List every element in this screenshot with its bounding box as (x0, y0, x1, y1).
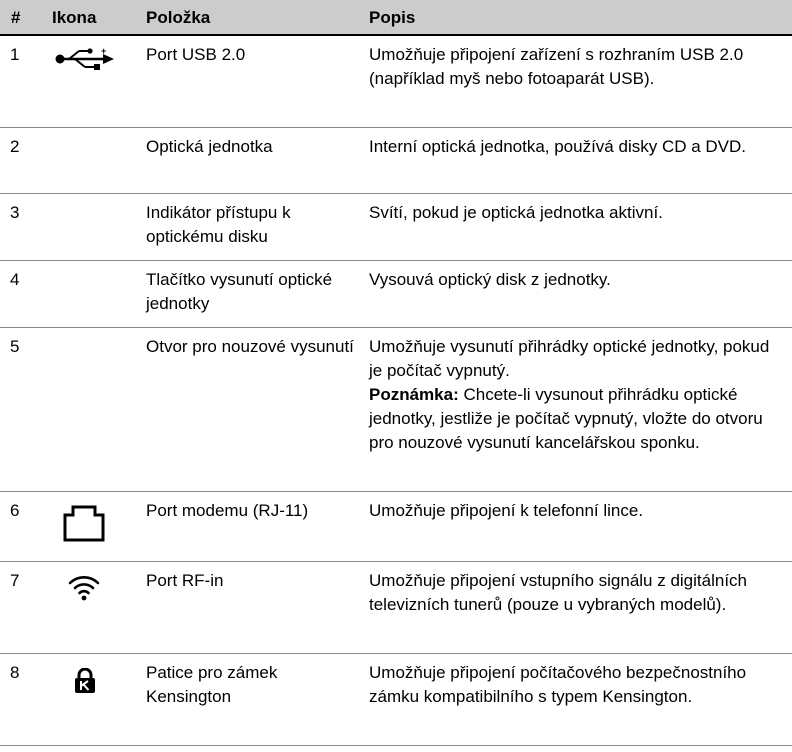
row-number: 6 (10, 501, 20, 520)
kensington-lock-icon (74, 668, 96, 694)
table-row (0, 128, 792, 194)
table-row (0, 562, 792, 654)
table-header (0, 0, 792, 36)
table-row (0, 654, 792, 746)
header-num: # (11, 8, 21, 27)
item-label: Tlačítko vysunutí optické jednotky (146, 270, 333, 313)
header-icon: Ikona (52, 8, 97, 27)
table-row (0, 36, 792, 128)
item-label: Optická jednotka (146, 137, 273, 156)
item-description: Umožňuje připojení zařízení s rozhraním USB 2.0 (například myš nebo fotoaparát USB). (369, 45, 744, 88)
item-label: Patice pro zámek Kensington (146, 663, 278, 706)
row-number: 1 (10, 45, 20, 64)
item-description: Svítí, pokud je optická jednotka aktivní. (369, 203, 663, 222)
rf-in-icon (67, 572, 101, 602)
row-number: 4 (10, 270, 20, 289)
item-description: Umožňuje připojení počítačového bezpečnostního zámku kompatibilního s typem Kensington. (369, 663, 747, 706)
table-row (0, 492, 792, 562)
note-label: Poznámka: (369, 385, 459, 404)
row-number: 7 (10, 571, 20, 590)
row-number: 5 (10, 337, 20, 356)
modem-port-icon (63, 504, 105, 542)
table-row (0, 194, 792, 261)
item-description: Interní optická jednotka, používá disky CD a DVD. (369, 137, 747, 156)
row-number: 8 (10, 663, 20, 682)
row-number: 3 (10, 203, 20, 222)
usb-icon (55, 48, 117, 70)
item-description: Vysouvá optický disk z jednotky. (369, 270, 611, 289)
item-label: Otvor pro nouzové vysunutí (146, 337, 354, 356)
note-text: Chcete-li vysunout přihrádku optické jednotky, jestliže je počítač vypnutý, vložte do otvoru pro nouzové vysunutí kancelářskou sponku. (369, 385, 763, 452)
table-row (0, 261, 792, 328)
item-description: Umožňuje připojení vstupního signálu z digitálních televizních tunerů (pouze u vybraných modelů). (369, 571, 748, 614)
table-row (0, 328, 792, 492)
header-item: Položka (146, 8, 211, 27)
item-description: Umožňuje připojení k telefonní lince. (369, 501, 644, 520)
item-label: Port RF-in (146, 571, 224, 590)
item-label: Port USB 2.0 (146, 45, 246, 64)
row-number: 2 (10, 137, 20, 156)
header-desc: Popis (369, 8, 416, 27)
item-label: Port modemu (RJ-11) (146, 501, 309, 520)
item-description-block (369, 335, 781, 455)
item-label: Indikátor přístupu k optickému disku (146, 203, 291, 246)
item-description: Umožňuje vysunutí přihrádky optické jednotky, pokud je počítač vypnutý. (369, 337, 770, 380)
svg-text:+: + (101, 48, 107, 56)
